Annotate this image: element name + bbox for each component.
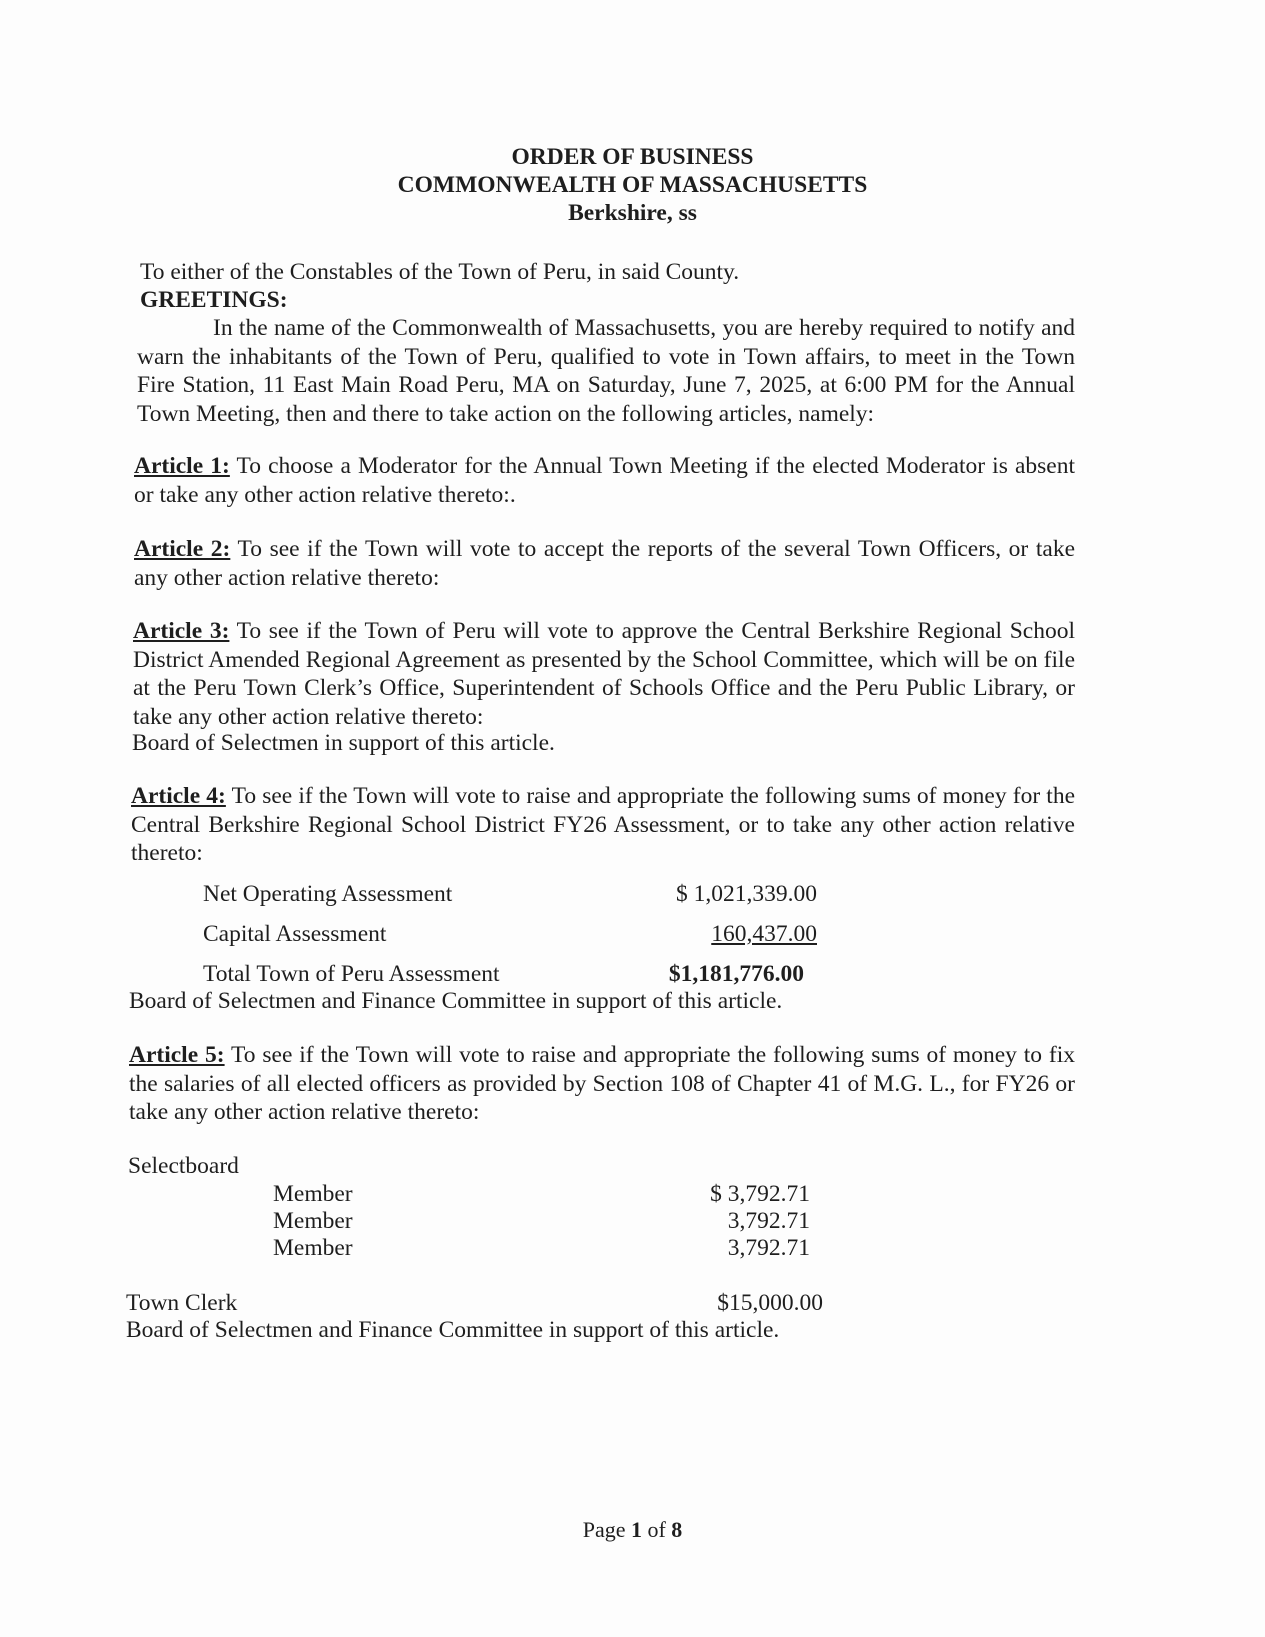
heading-line-2: COMMONWEALTH OF MASSACHUSETTS <box>397 172 868 198</box>
assessment-item-amount: $ 1,021,339.00 <box>676 881 817 907</box>
article-1-label: Article 1: <box>134 453 230 479</box>
heading-line-1: ORDER OF BUSINESS <box>511 144 754 170</box>
article-1-text: To choose a Moderator for the Annual Town Meeting if the elected Moderator is absent or take any other action relative thereto:. <box>134 453 1075 508</box>
article-5-text: To see if the Town will vote to raise and appropriate the following sums of money to fix the salaries of all elected officers as provided by Section 108 of Chapter 41 of M.G. L., for FY26 or take any other action relative thereto: <box>129 1042 1075 1125</box>
doc-heading <box>0 143 1265 227</box>
page-total: 8 <box>671 1517 683 1542</box>
assessment-item-name: Capital Assessment <box>203 921 387 947</box>
intro-address: To either of the Constables of the Town of Peru, in said County. <box>140 259 740 285</box>
article-1 <box>134 452 1075 509</box>
page-of-word: of <box>647 1517 666 1542</box>
article-4-label: Article 4: <box>131 783 226 809</box>
article-2 <box>134 535 1075 592</box>
assessment-item-name: Net Operating Assessment <box>203 881 453 907</box>
article-3-text: To see if the Town of Peru will vote to approve the Central Berkshire Regional School District Amended Regional Agreement as presented by the School Committee, which will be on file at the Peru Town Clerk’s Office, Superintendent of Schools Office and the Peru Public Library, or take any other action relative thereto: <box>133 618 1075 730</box>
assessment-item-amount: 160,437.00 <box>711 921 817 947</box>
member-name: Member <box>273 1235 353 1261</box>
member-amount: $ 3,792.71 <box>710 1181 810 1207</box>
page-word: Page <box>582 1517 626 1542</box>
selectboard-label: Selectboard <box>128 1153 239 1179</box>
greeting: GREETINGS: <box>140 287 288 313</box>
article-2-text: To see if the Town will vote to accept the reports of the several Town Officers, or take any other action relative thereto: <box>134 536 1076 591</box>
article-2-label: Article 2: <box>134 536 231 562</box>
page-current: 1 <box>630 1517 642 1542</box>
article-5 <box>129 1041 1075 1127</box>
town-clerk-label: Town Clerk <box>126 1290 238 1316</box>
assessment-total-name: Total Town of Peru Assessment <box>203 961 500 987</box>
article-3 <box>133 617 1075 731</box>
article-3-support: Board of Selectmen in support of this article. <box>132 730 555 756</box>
intro-body: In the name of the Commonwealth of Massachusetts, you are hereby required to notify and warn the inhabitants of the Town of Peru, qualified to vote in Town affairs, to meet in the Town Fire Station, 11 East Main Road Peru, MA on Saturday, June 7, 2025, at 6:00 PM for the Annual Town Meeting, then and there to take action on the following articles, namely: <box>137 315 1075 427</box>
member-name: Member <box>273 1208 353 1234</box>
member-name: Member <box>273 1181 353 1207</box>
article-5-label: Article 5: <box>129 1042 225 1068</box>
assessment-total-amount: $1,181,776.00 <box>668 961 804 987</box>
article-3-label: Article 3: <box>133 618 230 644</box>
member-amount: 3,792.71 <box>727 1208 810 1234</box>
article-4 <box>131 782 1075 868</box>
page-number <box>0 1517 1265 1543</box>
member-amount: 3,792.71 <box>727 1235 810 1261</box>
heading-line-3: Berkshire, ss <box>568 200 697 226</box>
article-5-support: Board of Selectmen and Finance Committee in support of this article. <box>126 1317 780 1343</box>
town-clerk-amount: $15,000.00 <box>717 1290 823 1316</box>
article-4-support: Board of Selectmen and Finance Committee in support of this article. <box>129 988 783 1014</box>
article-4-text: To see if the Town will vote to raise and appropriate the following sums of money for the Central Berkshire Regional School District FY26 Assessment, or to take any other action relative thereto: <box>131 783 1075 866</box>
